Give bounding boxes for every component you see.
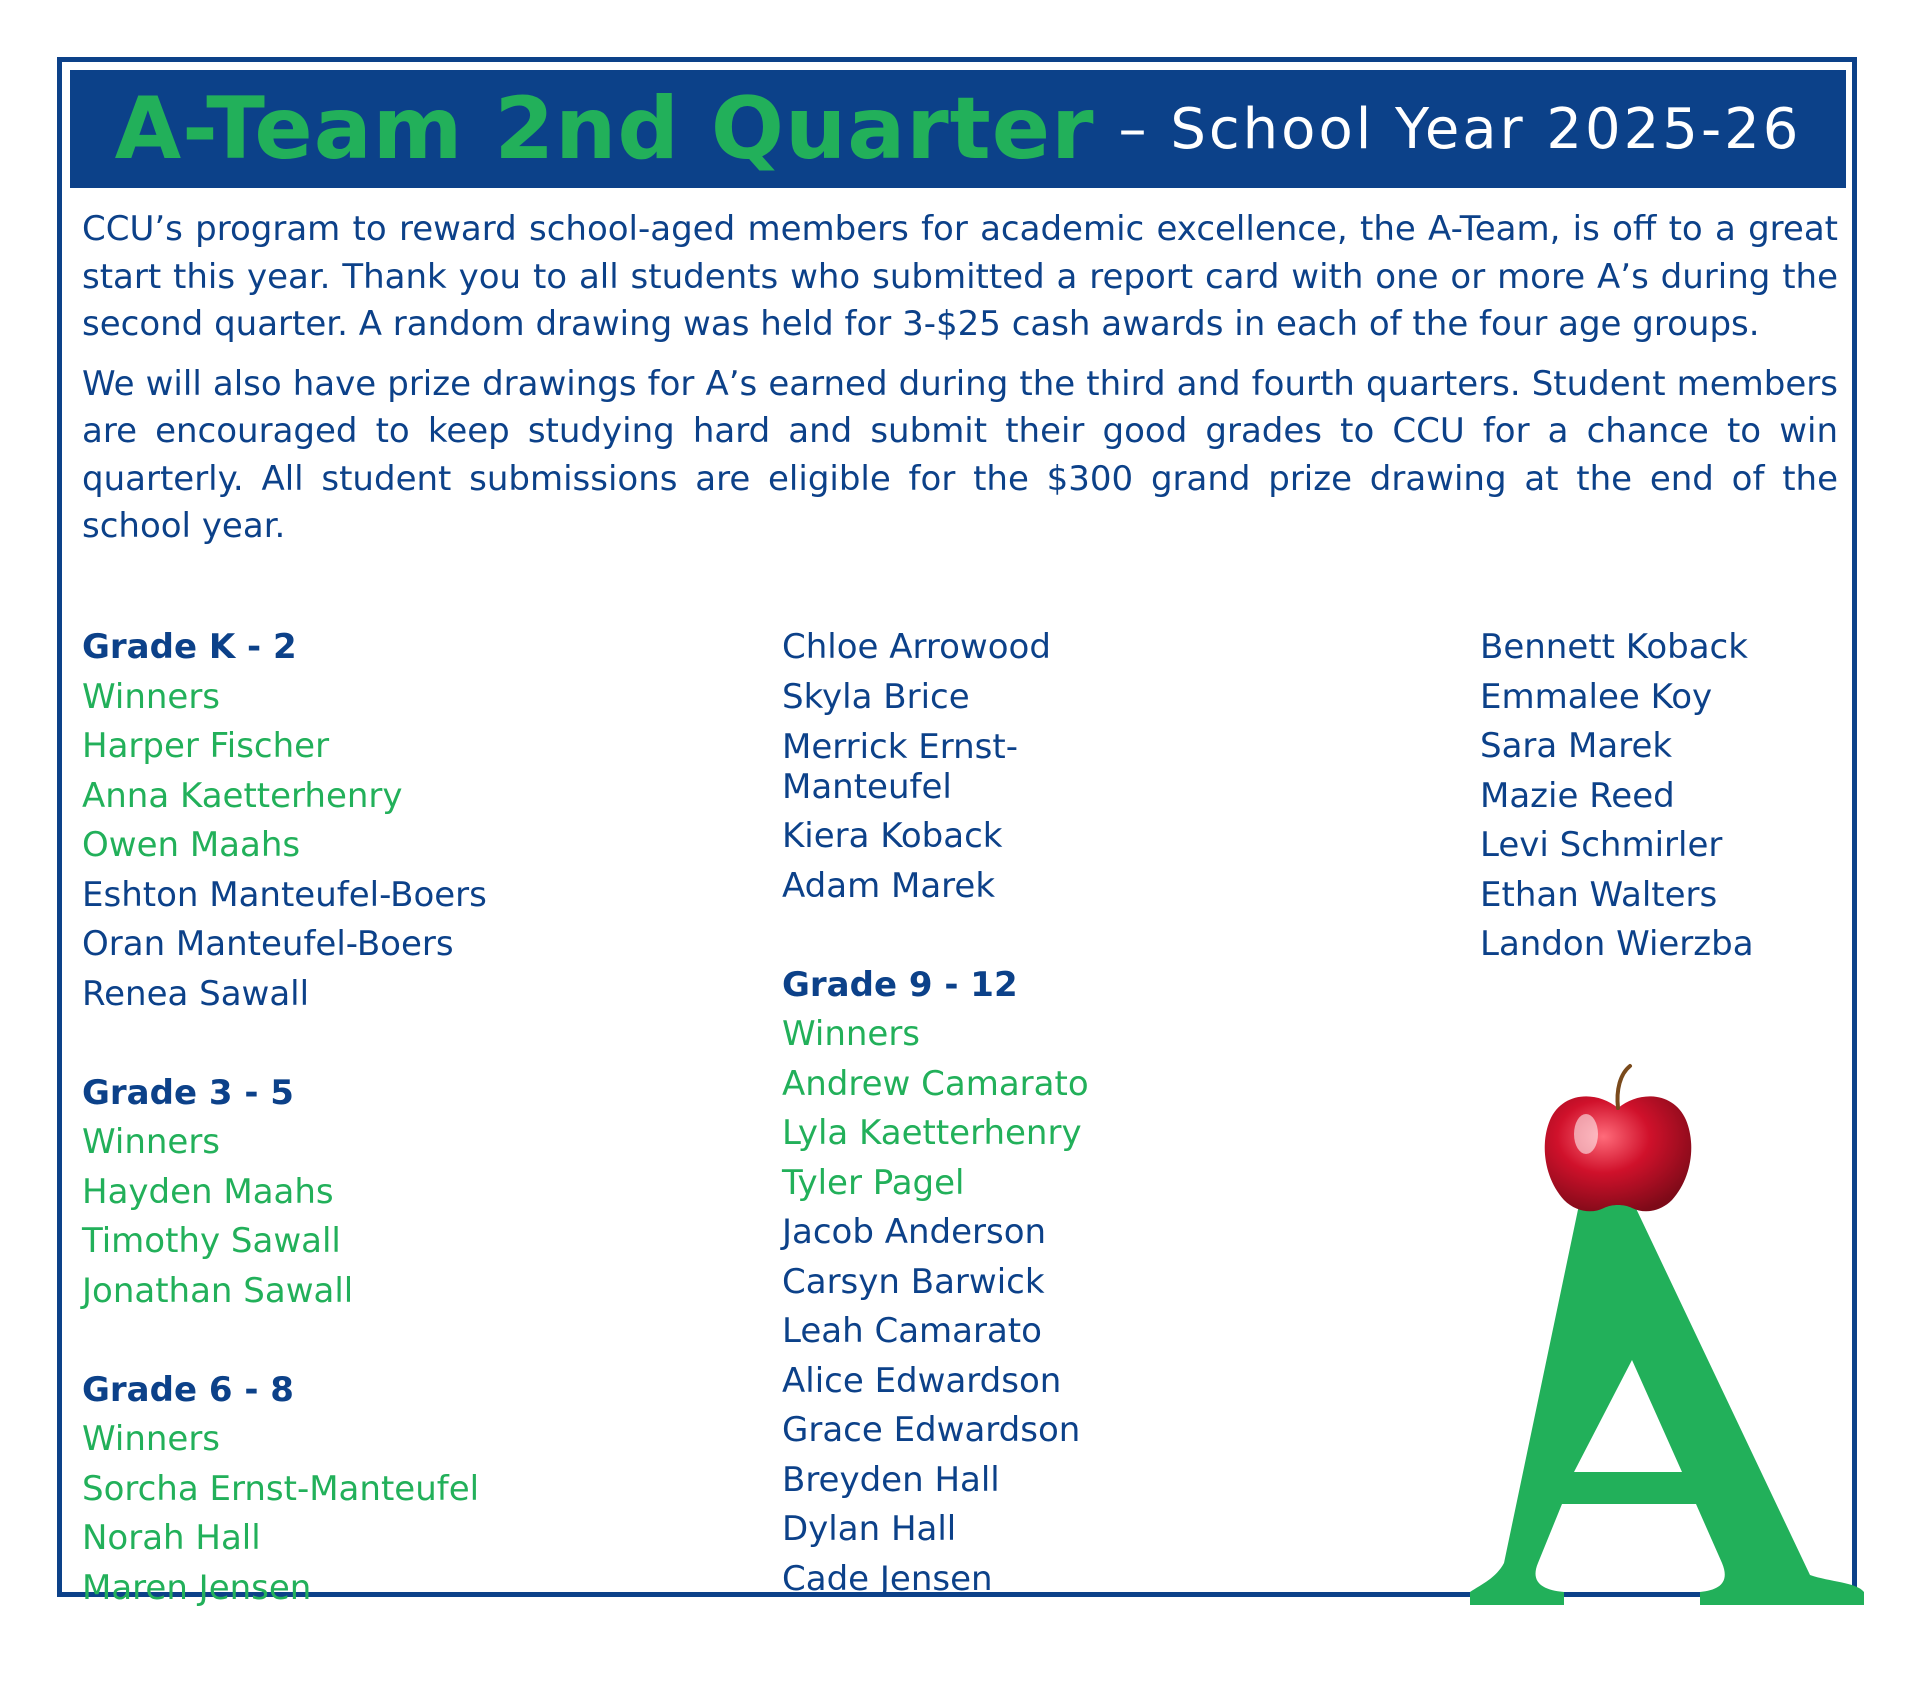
participant-name: Sara Marek: [1480, 726, 1673, 766]
participant-name: Oran Manteufel-Boers: [82, 924, 454, 964]
apple-icon: [1545, 1066, 1692, 1211]
winner-name: Hayden Maahs: [82, 1171, 334, 1212]
participant-name: Renea Sawall: [82, 973, 310, 1014]
winners-label: Winners: [82, 1122, 221, 1162]
winners-label: Winners: [82, 676, 221, 717]
participant-name: Bennett Koback: [1480, 627, 1748, 667]
intro-paragraph-2: We will also have prize drawings for A’s earned during the third and fourth quarters. Student members are encouraged to keep studying hard and submit their good grades to CCU for a chance to win quarterly. All student submissions are eligible for the $300 grand prize drawing at the end of the school year.: [82, 363, 1838, 546]
participant-name: Eshton Manteufel-Boers: [82, 874, 487, 915]
title-banner: [70, 70, 1846, 188]
winner-name: Timothy Sawall: [82, 1221, 341, 1261]
participant-name: Leah Camarato: [782, 1311, 1042, 1351]
winners-label: Winners: [82, 1419, 221, 1459]
column-3: [1480, 623, 1920, 970]
participant-name: Alice Edwardson: [782, 1360, 1062, 1401]
intro-paragraph-1: CCU’s program to reward school-aged members for academic excellence, the A-Team, is off to a great start this year. Thank you to all students who submitted a report card with one or more A’s during the second quarter. A random drawing was held for 3-$25 cash awards in each of the four age groups.: [82, 209, 1838, 344]
participant-name: Merrick Ernst-Manteufel: [782, 727, 1018, 807]
group-heading-k2: Grade K - 2: [82, 627, 297, 667]
spacer: [782, 911, 1222, 961]
apple-letter-a-graphic: [1468, 1060, 1868, 1605]
letter-a-icon: [1470, 1200, 1864, 1605]
column-1: [82, 623, 682, 1613]
participant-name: Levi Schmirler: [1480, 825, 1723, 865]
winner-name: Lyla Kaetterhenry: [782, 1113, 1082, 1153]
participant-name: Ethan Walters: [1480, 874, 1718, 915]
participant-name: Dylan Hall: [782, 1509, 957, 1549]
page-subtitle: – School Year 2025-26: [1118, 96, 1802, 162]
participant-name: Kiera Koback: [782, 816, 1003, 856]
participant-name: Breyden Hall: [782, 1459, 1000, 1500]
group-heading-9-12: Grade 9 - 12: [782, 964, 1018, 1005]
winner-name: Andrew Camarato: [782, 1063, 1089, 1104]
group-heading-3-5: Grade 3 - 5: [82, 1072, 294, 1113]
winners-label: Winners: [782, 1014, 921, 1054]
winner-name: Jonathan Sawall: [82, 1270, 354, 1311]
winner-name: Norah Hall: [82, 1518, 261, 1558]
winner-name: Tyler Pagel: [782, 1162, 965, 1203]
winner-name: Owen Maahs: [82, 825, 301, 865]
intro-text: [82, 206, 1838, 563]
participant-name: Cade Jensen: [782, 1558, 993, 1599]
group-heading-6-8: Grade 6 - 8: [82, 1369, 294, 1410]
spacer: [82, 1019, 682, 1069]
participant-name: Carsyn Barwick: [782, 1261, 1045, 1302]
winner-name: Maren Jensen: [82, 1567, 312, 1608]
page-title: A-Team 2nd Quarter: [114, 79, 1095, 179]
participant-name: Landon Wierzba: [1480, 924, 1754, 964]
winner-name: Sorcha Ernst-Manteufel: [82, 1468, 480, 1509]
participant-name: Skyla Brice: [782, 676, 970, 717]
winner-name: Harper Fischer: [82, 726, 330, 766]
column-2: [782, 623, 1222, 1604]
participant-name: Mazie Reed: [1480, 775, 1675, 816]
participant-name: Adam Marek: [782, 865, 996, 906]
participant-name: Grace Edwardson: [782, 1410, 1081, 1450]
participant-name: Emmalee Koy: [1480, 676, 1713, 717]
participant-name: Jacob Anderson: [782, 1212, 1047, 1252]
spacer: [82, 1316, 682, 1366]
participant-name: Chloe Arrowood: [782, 627, 1051, 667]
winner-name: Anna Kaetterhenry: [82, 775, 403, 816]
